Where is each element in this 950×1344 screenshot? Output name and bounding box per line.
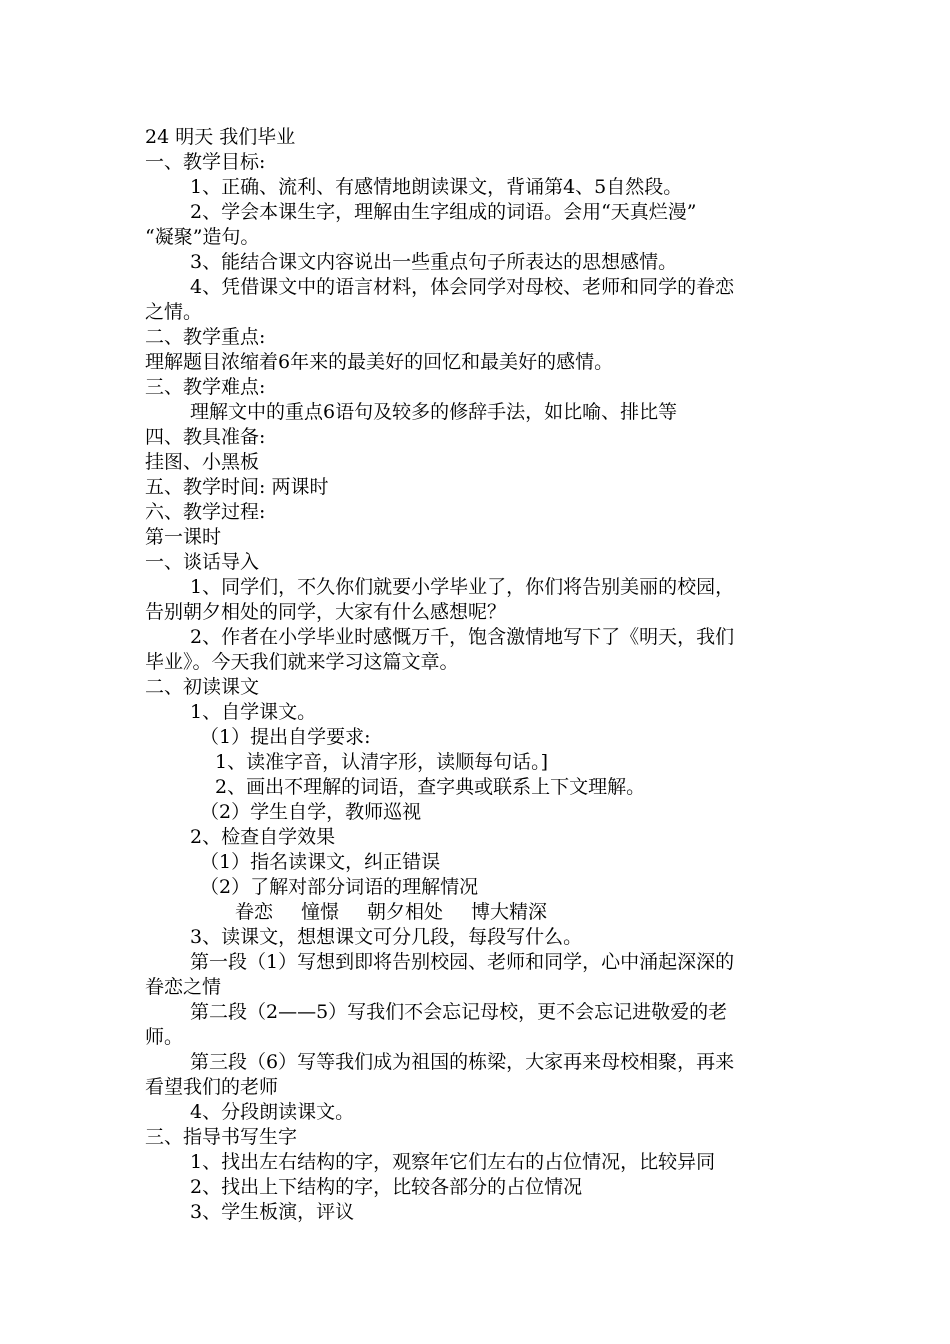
text-line: 之情。 xyxy=(145,301,203,323)
text-line: 1、自学课文。 xyxy=(190,701,317,723)
text-line: 2、画出不理解的词语，查字典或联系上下文理解。 xyxy=(215,776,646,798)
text-line: 3、学生板演，评议 xyxy=(190,1201,355,1223)
text-line: 三、指导书写生字 xyxy=(145,1126,298,1148)
text-line: 二、教学重点: xyxy=(145,326,266,348)
text-line: 1、读准字音，认清字形，读顺每句话。] xyxy=(215,751,549,773)
text-line: 24 明天 我们毕业 xyxy=(145,126,296,148)
text-line: “凝聚”造句。 xyxy=(145,226,260,248)
vocab-line xyxy=(145,900,810,925)
text-line: 2、作者在小学毕业时感慨万千，饱含激情地写下了《明天，我们 xyxy=(190,626,735,648)
text-line: 4、分段朗读课文。 xyxy=(190,1101,355,1123)
text-line: 理解文中的重点6语句及较多的修辞手法，如比喻、排比等 xyxy=(190,401,678,423)
text-line: 理解题目浓缩着6年来的最美好的回忆和最美好的感情。 xyxy=(145,351,614,373)
text-line: 五、教学时间: 两课时 xyxy=(145,476,329,498)
text-line: 一、谈话导入 xyxy=(145,551,260,573)
text-line: 毕业》。今天我们就来学习这篇文章。 xyxy=(145,651,459,673)
vocab-word: 博大精深 xyxy=(471,901,548,923)
text-line: 看望我们的老师 xyxy=(145,1076,279,1098)
text-line: 3、能结合课文内容说出一些重点句子所表达的思想感情。 xyxy=(190,251,678,273)
vocab-word: 朝夕相处 xyxy=(367,901,444,923)
text-line: 眷恋之情 xyxy=(145,976,222,998)
text-line: 2、检查自学效果 xyxy=(190,826,336,848)
text-line: 4、凭借课文中的语言材料，体会同学对母校、老师和同学的眷恋 xyxy=(190,276,735,298)
text-line: （1）提出自学要求: xyxy=(200,726,371,748)
text-line: 1、正确、流利、有感情地朗读课文，背诵第4、5自然段。 xyxy=(190,176,683,198)
text-line: （2）了解对部分词语的理解情况 xyxy=(200,876,479,898)
text-line: 3、读课文，想想课文可分几段，每段写什么。 xyxy=(190,926,583,948)
text-line: 第一段（1）写想到即将告别校园、老师和同学，心中涌起深深的 xyxy=(190,951,735,973)
document-body xyxy=(145,125,810,1225)
text-line: 1、找出左右结构的字，观察年它们左右的占位情况，比较异同 xyxy=(190,1151,716,1173)
text-line: （1）指名读课文，纠正错误 xyxy=(200,851,441,873)
text-line: （2）学生自学，教师巡视 xyxy=(200,801,422,823)
text-line: 2、学会本课生字，理解由生字组成的词语。会用“天真烂漫” xyxy=(190,201,697,223)
text-line: 2、找出上下结构的字，比较各部分的占位情况 xyxy=(190,1176,583,1198)
text-line: 告别朝夕相处的同学，大家有什么感想呢？ xyxy=(145,601,507,623)
text-line: 一、教学目标: xyxy=(145,151,266,173)
text-line: 二、初读课文 xyxy=(145,676,260,698)
vocab-word: 眷恋 xyxy=(235,901,274,923)
text-line: 1、同学们，不久你们就要小学毕业了，你们将告别美丽的校园， xyxy=(190,576,735,598)
text-line: 第三段（6）写等我们成为祖国的栋梁，大家再来母校相聚，再来 xyxy=(190,1051,735,1073)
text-line: 第二段（2——5）写我们不会忘记母校，更不会忘记进敬爱的老 xyxy=(190,1001,728,1023)
vocab-word: 憧憬 xyxy=(301,901,340,923)
text-line: 第一课时 xyxy=(145,526,222,548)
text-line: 三、教学难点: xyxy=(145,376,266,398)
text-line: 四、教具准备: xyxy=(145,426,266,448)
text-line: 挂图、小黑板 xyxy=(145,451,260,473)
text-line: 六、教学过程: xyxy=(145,501,266,523)
text-line: 师。 xyxy=(145,1026,184,1048)
